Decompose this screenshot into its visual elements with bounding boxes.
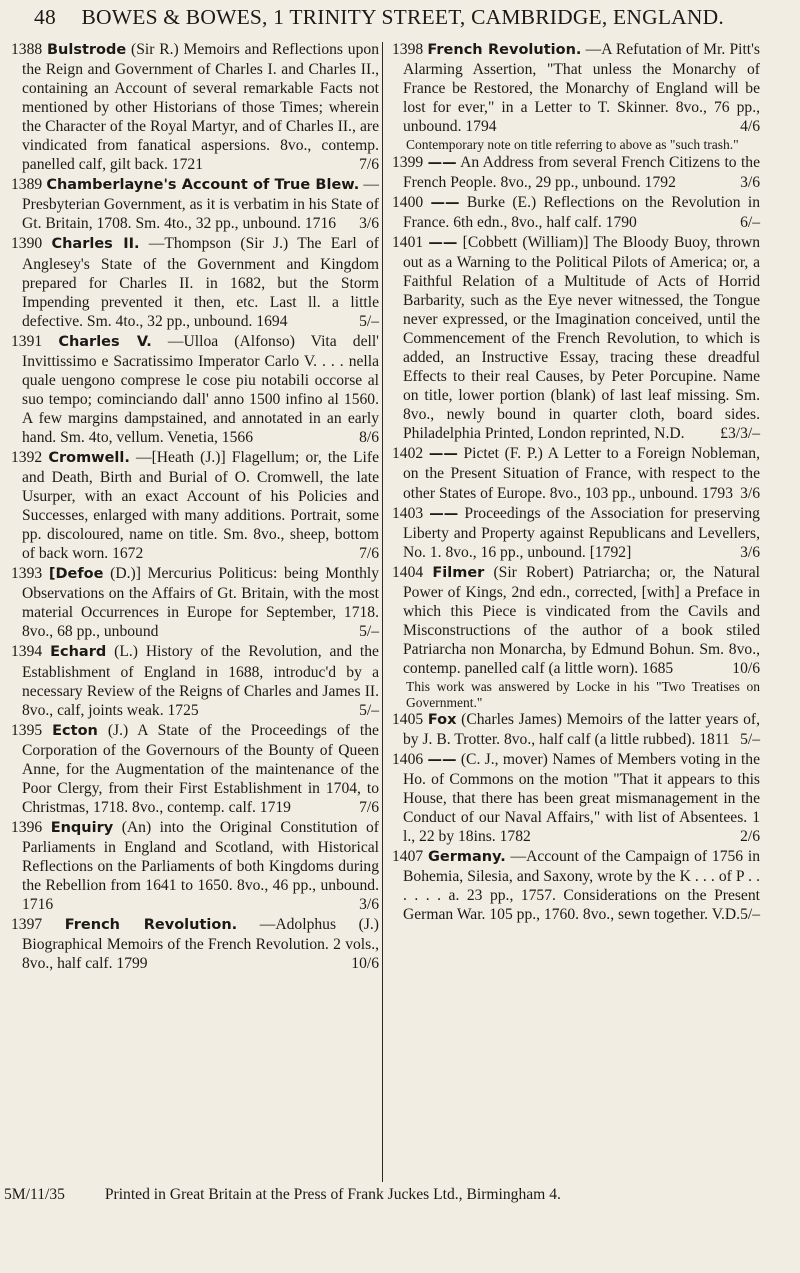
catalogue-entry	[392, 504, 760, 562]
entry-heading: ——	[429, 505, 459, 522]
printer-imprint: Printed in Great Britain at the Press of Frank Juckes Ltd., Birmingham 4.	[104, 1186, 561, 1203]
entry-number: 1388	[11, 41, 43, 58]
entry-description: —Ulloa (Alfonso) Vita dell' Invittissimo e Sacratissimo Imperator Carlo V. . . . nella quale uengono comprese le cose piu notabili occorse al suo tempo; cominciando dall' anno 1500 infino al 1560. A few margins dampstained, and annotated in an early hand. Sm. 4to, vellum. Venetia, 1566	[22, 332, 379, 446]
entry-description: (Charles James) Memoirs of the latter years of, by J. B. Trotter. 8vo., half calf (a little rubbed). 1811	[403, 711, 760, 749]
entry-price: 5/–	[359, 623, 379, 641]
entry-price: 4/6	[740, 118, 760, 136]
entry-number: 1399	[392, 153, 424, 171]
entry-heading: ——	[427, 752, 457, 769]
entry-note: This work was answered by Locke in his "Two Treatises on Government."	[406, 679, 760, 710]
page-footer	[4, 1186, 800, 1204]
entry-note: Contemporary note on title referring to above as "such trash."	[406, 137, 739, 153]
entry-price: 5/–	[740, 731, 760, 749]
catalogue-entry	[392, 750, 760, 846]
entry-description: Proceedings of the Association for preserving Liberty and Property against Republicans and Levellers, No. 1. 8vo., 16 pp., unbound. [1792]	[403, 504, 760, 561]
page-title: BOWES & BOWES, 1 TRINITY STREET, CAMBRIDGE, ENGLAND.	[81, 5, 724, 29]
entry-description: Burke (E.) Reflections on the Revolution in France. 6th edn., 8vo., half calf. 1790	[403, 193, 761, 231]
page-header	[34, 5, 800, 30]
entry-number: 1390	[11, 235, 43, 253]
entry-description: —Presbyterian Government, as it is verbatim in his State of Gt. Britain, 1708. Sm. 4to., 32 pp., unbound. 1716	[22, 176, 379, 233]
page-number: 48	[34, 5, 56, 29]
entry-description: Pictet (F. P.) A Letter to a Foreign Nobleman, on the Present Situation of France, with respect to the other States of Europe. 8vo., 103 pp., unbound. 1793	[403, 445, 760, 502]
catalogue-entry	[11, 721, 379, 817]
entry-description: —Adolphus (J.) Biographical Memoirs of the French Revolution. 2 vols., 8vo., half calf. 1799	[22, 916, 379, 973]
catalogue-entry	[392, 233, 760, 444]
entry-heading: [Defoe	[48, 566, 104, 583]
entry-price: 3/6	[359, 215, 379, 233]
catalogue-entry	[392, 444, 760, 502]
catalogue-entry	[11, 448, 379, 563]
entry-price: 5/–	[740, 906, 760, 924]
entry-number: 1400	[392, 193, 424, 211]
entry-price: 10/6	[732, 659, 760, 677]
entry-description: —Thompson (Sir J.) The Earl of Anglesey's State of the Government and Kingdom prepared for Charles II. in 1682, but the Storm Impending prevented it then, etc. Last ll. a little defective. Sm. 4to., 32 pp., unbound. 1694	[22, 235, 379, 330]
entry-number: 1392	[11, 448, 43, 466]
entry-description: —[Heath (J.)] Flagellum; or, the Life and Death, Birth and Burial of O. Cromwell, the late Usurper, with an exact Account of his Policies and Successes, enlarged with many additions. Portrait, some pp. discoloured, name on title. Sm. 8vo., sheep, bottom of back worn. 1672	[22, 448, 379, 563]
entry-description: (L.) History of the Revolution, and the Establishment of England in 1688, introduc'd by a necessary Review of the Reigns of Charles and James II. 8vo., calf, joints weak. 1725	[22, 643, 379, 719]
catalogue-entry	[392, 563, 760, 678]
entry-number: 1394	[11, 643, 43, 661]
entry-description: (Sir R.) Memoirs and Reflections upon the Reign and Government of Charles I. and Charles II., containing an Account of several remarkable Facts not mentioned by other Historians of those Times; wherein the Character of the Royal Martyr, and of Charles II., are vindicated from fanatical aspersions. 8vo., contemp. panelled calf, gilt back. 1721	[22, 41, 379, 174]
entry-price: 3/6	[740, 484, 760, 502]
entry-number: 1407	[392, 848, 424, 866]
entry-price: 2/6	[740, 828, 760, 846]
catalogue-entry	[11, 915, 379, 973]
catalogue-entry	[392, 847, 760, 924]
catalogue-entry	[11, 40, 379, 174]
entry-description: (J.) A State of the Proceedings of the Corporation of the Governours of the Bounty of Queen Anne, for the Augmentation of the maintenance of the Poor Clergy, from their First Establishment in 1704, to Christmas, 1718. 8vo., contemp. calf. 1719	[22, 721, 379, 816]
entry-number: 1401	[392, 233, 424, 251]
entry-number: 1389	[11, 176, 43, 194]
entry-heading: Echard	[50, 644, 107, 661]
entry-price: 6/–	[740, 213, 760, 231]
entry-number: 1404	[392, 563, 424, 581]
catalogue-entry	[11, 175, 379, 233]
entry-heading: Filmer	[432, 564, 485, 581]
entry-price: £3/3/–	[720, 425, 760, 443]
entry-price: 7/6	[359, 545, 379, 563]
entry-heading: French Revolution.	[64, 917, 238, 934]
entry-heading: Fox	[427, 712, 457, 728]
entry-price: 3/6	[359, 896, 379, 914]
entry-number: 1397	[11, 916, 43, 934]
entry-heading: ——	[428, 446, 458, 463]
entry-heading: Enquiry	[50, 819, 114, 836]
entry-heading: Cromwell.	[48, 449, 130, 466]
entry-heading: ——	[427, 154, 457, 171]
catalogue-entry	[11, 234, 379, 330]
entry-description: (D.)] Mercurius Politicus: being Monthly Observations on the Affairs of Gt. Britain, with the most material Occurrences in Europe for September, 1718. 8vo., 68 pp., unbound	[22, 565, 379, 641]
entry-heading: ——	[428, 234, 458, 251]
entry-number: 1395	[11, 721, 43, 739]
catalogue-entry	[11, 332, 379, 447]
catalogue-entry	[392, 710, 760, 749]
entry-heading: ——	[430, 194, 460, 211]
entry-heading: Chamberlayne's Account of True Blew.	[46, 177, 360, 194]
entry-number: 1393	[11, 565, 43, 583]
catalogue-entry	[392, 40, 760, 136]
entry-number: 1402	[392, 445, 424, 463]
entry-heading: Charles V.	[58, 333, 152, 350]
entry-heading: Charles II.	[51, 236, 140, 253]
entry-description: (Sir Robert) Patriarcha; or, the Natural Power of Kings, 2nd edn., corrected, [with] a Preface in which this Piece is vindicated from the Cavils and Misconstructions of the author of a book stiled Patriarcha non Monarcha, by Edmund Bohun. Sm. 8vo., contemp. panelled calf (a little worn). 1685	[403, 563, 760, 677]
entry-price: 7/6	[359, 798, 379, 816]
left-column	[11, 40, 379, 974]
entry-number: 1398	[392, 41, 424, 58]
entry-number: 1405	[392, 711, 424, 728]
entry-number: 1406	[392, 751, 424, 769]
column-divider	[382, 42, 383, 1182]
entry-price: 10/6	[351, 955, 379, 973]
entry-description: An Address from several French Citizens to the French People. 8vo., 29 pp., unbound. 1792	[403, 153, 760, 191]
entry-price: 3/6	[740, 543, 760, 561]
entry-number: 1403	[392, 504, 424, 522]
entry-heading: French Revolution.	[427, 42, 582, 58]
entry-price: 3/6	[740, 173, 760, 191]
entry-heading: Bulstrode	[47, 42, 127, 58]
right-column	[392, 40, 760, 926]
entry-price: 8/6	[359, 428, 379, 446]
entry-heading: Ecton	[52, 722, 98, 739]
entry-number: 1396	[11, 818, 43, 836]
catalogue-entry	[392, 153, 760, 192]
entry-price: 5/–	[359, 312, 379, 330]
catalogue-entry	[11, 818, 379, 914]
catalogue-entry	[11, 564, 379, 641]
entry-description: (An) into the Original Constitution of Parliaments in England and Scotland, with Historical Reflections on the Parliaments of both Kingdoms during the Rebellion from 1641 to 1650. 8vo., 46 pp., unbound. 1716	[22, 818, 379, 914]
catalogue-entry	[11, 642, 379, 719]
entry-description: (C. J., mover) Names of Members voting in the Ho. of Commons on the motion "That it appears to this House, that there has been great mismanagement in the Conduct of our Naval Affairs," with list of Absentees. 1 l., 22 by 18ins. 1782	[403, 751, 761, 846]
entry-number: 1391	[11, 332, 43, 350]
entry-price: 5/–	[359, 701, 379, 719]
entry-price: 7/6	[359, 156, 379, 174]
print-code: 5M/11/35	[4, 1186, 65, 1203]
catalogue-entry	[392, 193, 760, 232]
entry-heading: Germany.	[427, 849, 506, 866]
entry-description: [Cobbett (William)] The Bloody Buoy, thrown out as a Warning to the Political Pilots of America; or, a Faithful Relation of a Multitude of Acts of Horrid Barbarity, such as the Eye never witnessed, the Tongue never expressed, or the Imagination conceived, until the Commencement of the French Revolution, to which is added, an Instructive Essay, tracing these dreadful Effects to their real Causes, by Peter Porcupine. Name on title, lower portion (blank) of last leaf missing. Sm. 8vo., newly bound in quarter cloth, board sides. Philadelphia Printed, London reprinted, N.D.	[403, 233, 761, 443]
entry-description: —Account of the Campaign of 1756 in Bohemia, Silesia, and Saxony, wrote by the K . . . of P . . . . . . a. 23 pp., 1757. Considerations on the Present German War. 105 pp., 1760. 8vo., sewn together. V.D.	[403, 848, 760, 924]
entry-description: —A Refutation of Mr. Pitt's Alarming Assertion, "That unless the Monarchy of France be Restored, the Monarchy of England will be lost for ever," in a Letter to T. Skinner. 8vo., 76 pp., unbound. 1794	[403, 41, 760, 136]
